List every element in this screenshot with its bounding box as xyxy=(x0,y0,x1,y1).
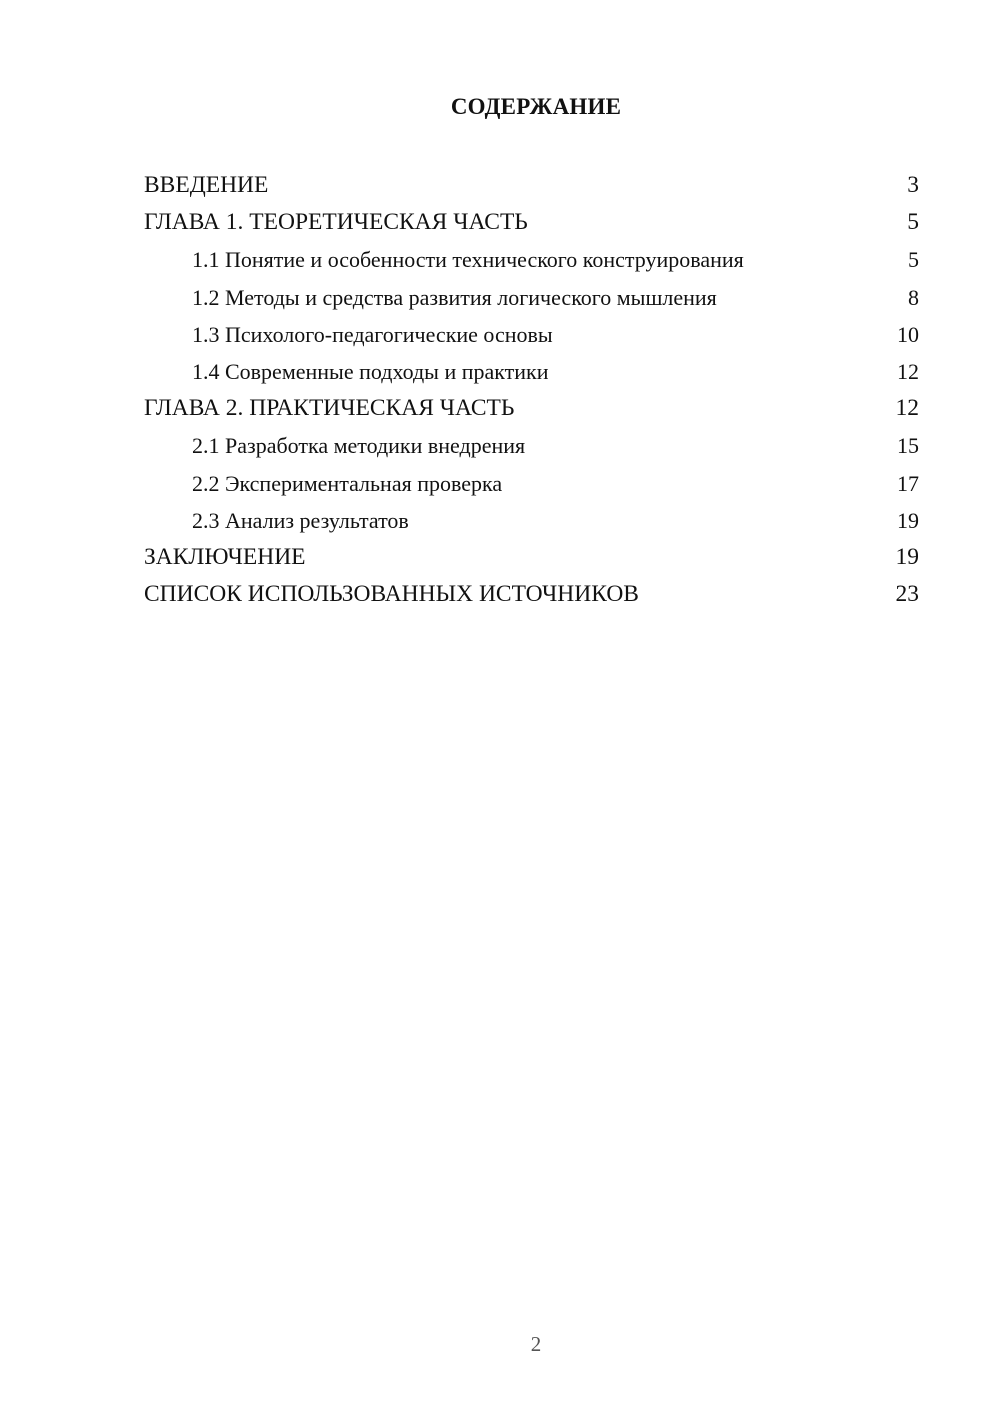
toc-entry-label: ЗАКЛЮЧЕНИЕ xyxy=(144,543,306,570)
toc-entry-section-1-4 xyxy=(144,353,919,390)
toc-entry-label: 1.2 Методы и средства развития логического мышления xyxy=(192,284,717,310)
page-number: 2 xyxy=(530,1332,542,1356)
toc-entry-page: 8 xyxy=(908,284,919,310)
toc-entry-section-1-2 xyxy=(144,279,919,316)
toc-entry-page: 17 xyxy=(897,470,919,496)
toc-entry-page: 15 xyxy=(897,433,919,459)
toc-entry-page: 10 xyxy=(897,321,919,347)
toc-entry-chapter-1 xyxy=(144,204,919,241)
toc-entry-page: 12 xyxy=(897,358,919,384)
toc-entry-page: 5 xyxy=(907,209,919,236)
table-of-contents xyxy=(144,167,919,613)
toc-entry-label: 2.2 Экспериментальная проверка xyxy=(192,470,503,496)
toc-entry-section-2-1 xyxy=(144,427,919,464)
toc-entry-page: 23 xyxy=(895,581,919,608)
toc-entry-label: СПИСОК ИСПОЛЬЗОВАННЫХ ИСТОЧНИКОВ xyxy=(144,581,639,608)
toc-entry-label: 1.4 Современные подходы и практики xyxy=(192,358,549,384)
toc-entry-page: 5 xyxy=(908,247,919,273)
toc-entry-section-1-3 xyxy=(144,316,919,353)
toc-entry-label: ГЛАВА 2. ПРАКТИЧЕСКАЯ ЧАСТЬ xyxy=(144,395,515,422)
toc-entry-label: 2.1 Разработка методики внедрения xyxy=(192,433,526,459)
toc-entry-page: 12 xyxy=(895,395,919,422)
toc-entry-references xyxy=(144,576,919,613)
toc-entry-label: 2.3 Анализ результатов xyxy=(192,507,409,533)
toc-entry-chapter-2 xyxy=(144,390,919,427)
toc-entry-conclusion xyxy=(144,539,919,576)
toc-entry-label: 1.1 Понятие и особенности технического конструирования xyxy=(192,247,744,273)
toc-entry-introduction xyxy=(144,167,919,204)
toc-entry-label: ГЛАВА 1. ТЕОРЕТИЧЕСКАЯ ЧАСТЬ xyxy=(144,209,528,236)
toc-entry-page: 19 xyxy=(895,543,919,570)
toc-entry-page: 19 xyxy=(897,507,919,533)
toc-entry-section-2-3 xyxy=(144,502,919,539)
toc-entry-section-2-2 xyxy=(144,465,919,502)
toc-title: СОДЕРЖАНИЕ xyxy=(450,94,622,119)
toc-entry-section-1-1 xyxy=(144,241,919,278)
toc-entry-page: 3 xyxy=(907,172,919,198)
toc-entry-label: 1.3 Психолого-педагогические основы xyxy=(192,321,553,347)
toc-entry-label: ВВЕДЕНИЕ xyxy=(144,172,269,198)
